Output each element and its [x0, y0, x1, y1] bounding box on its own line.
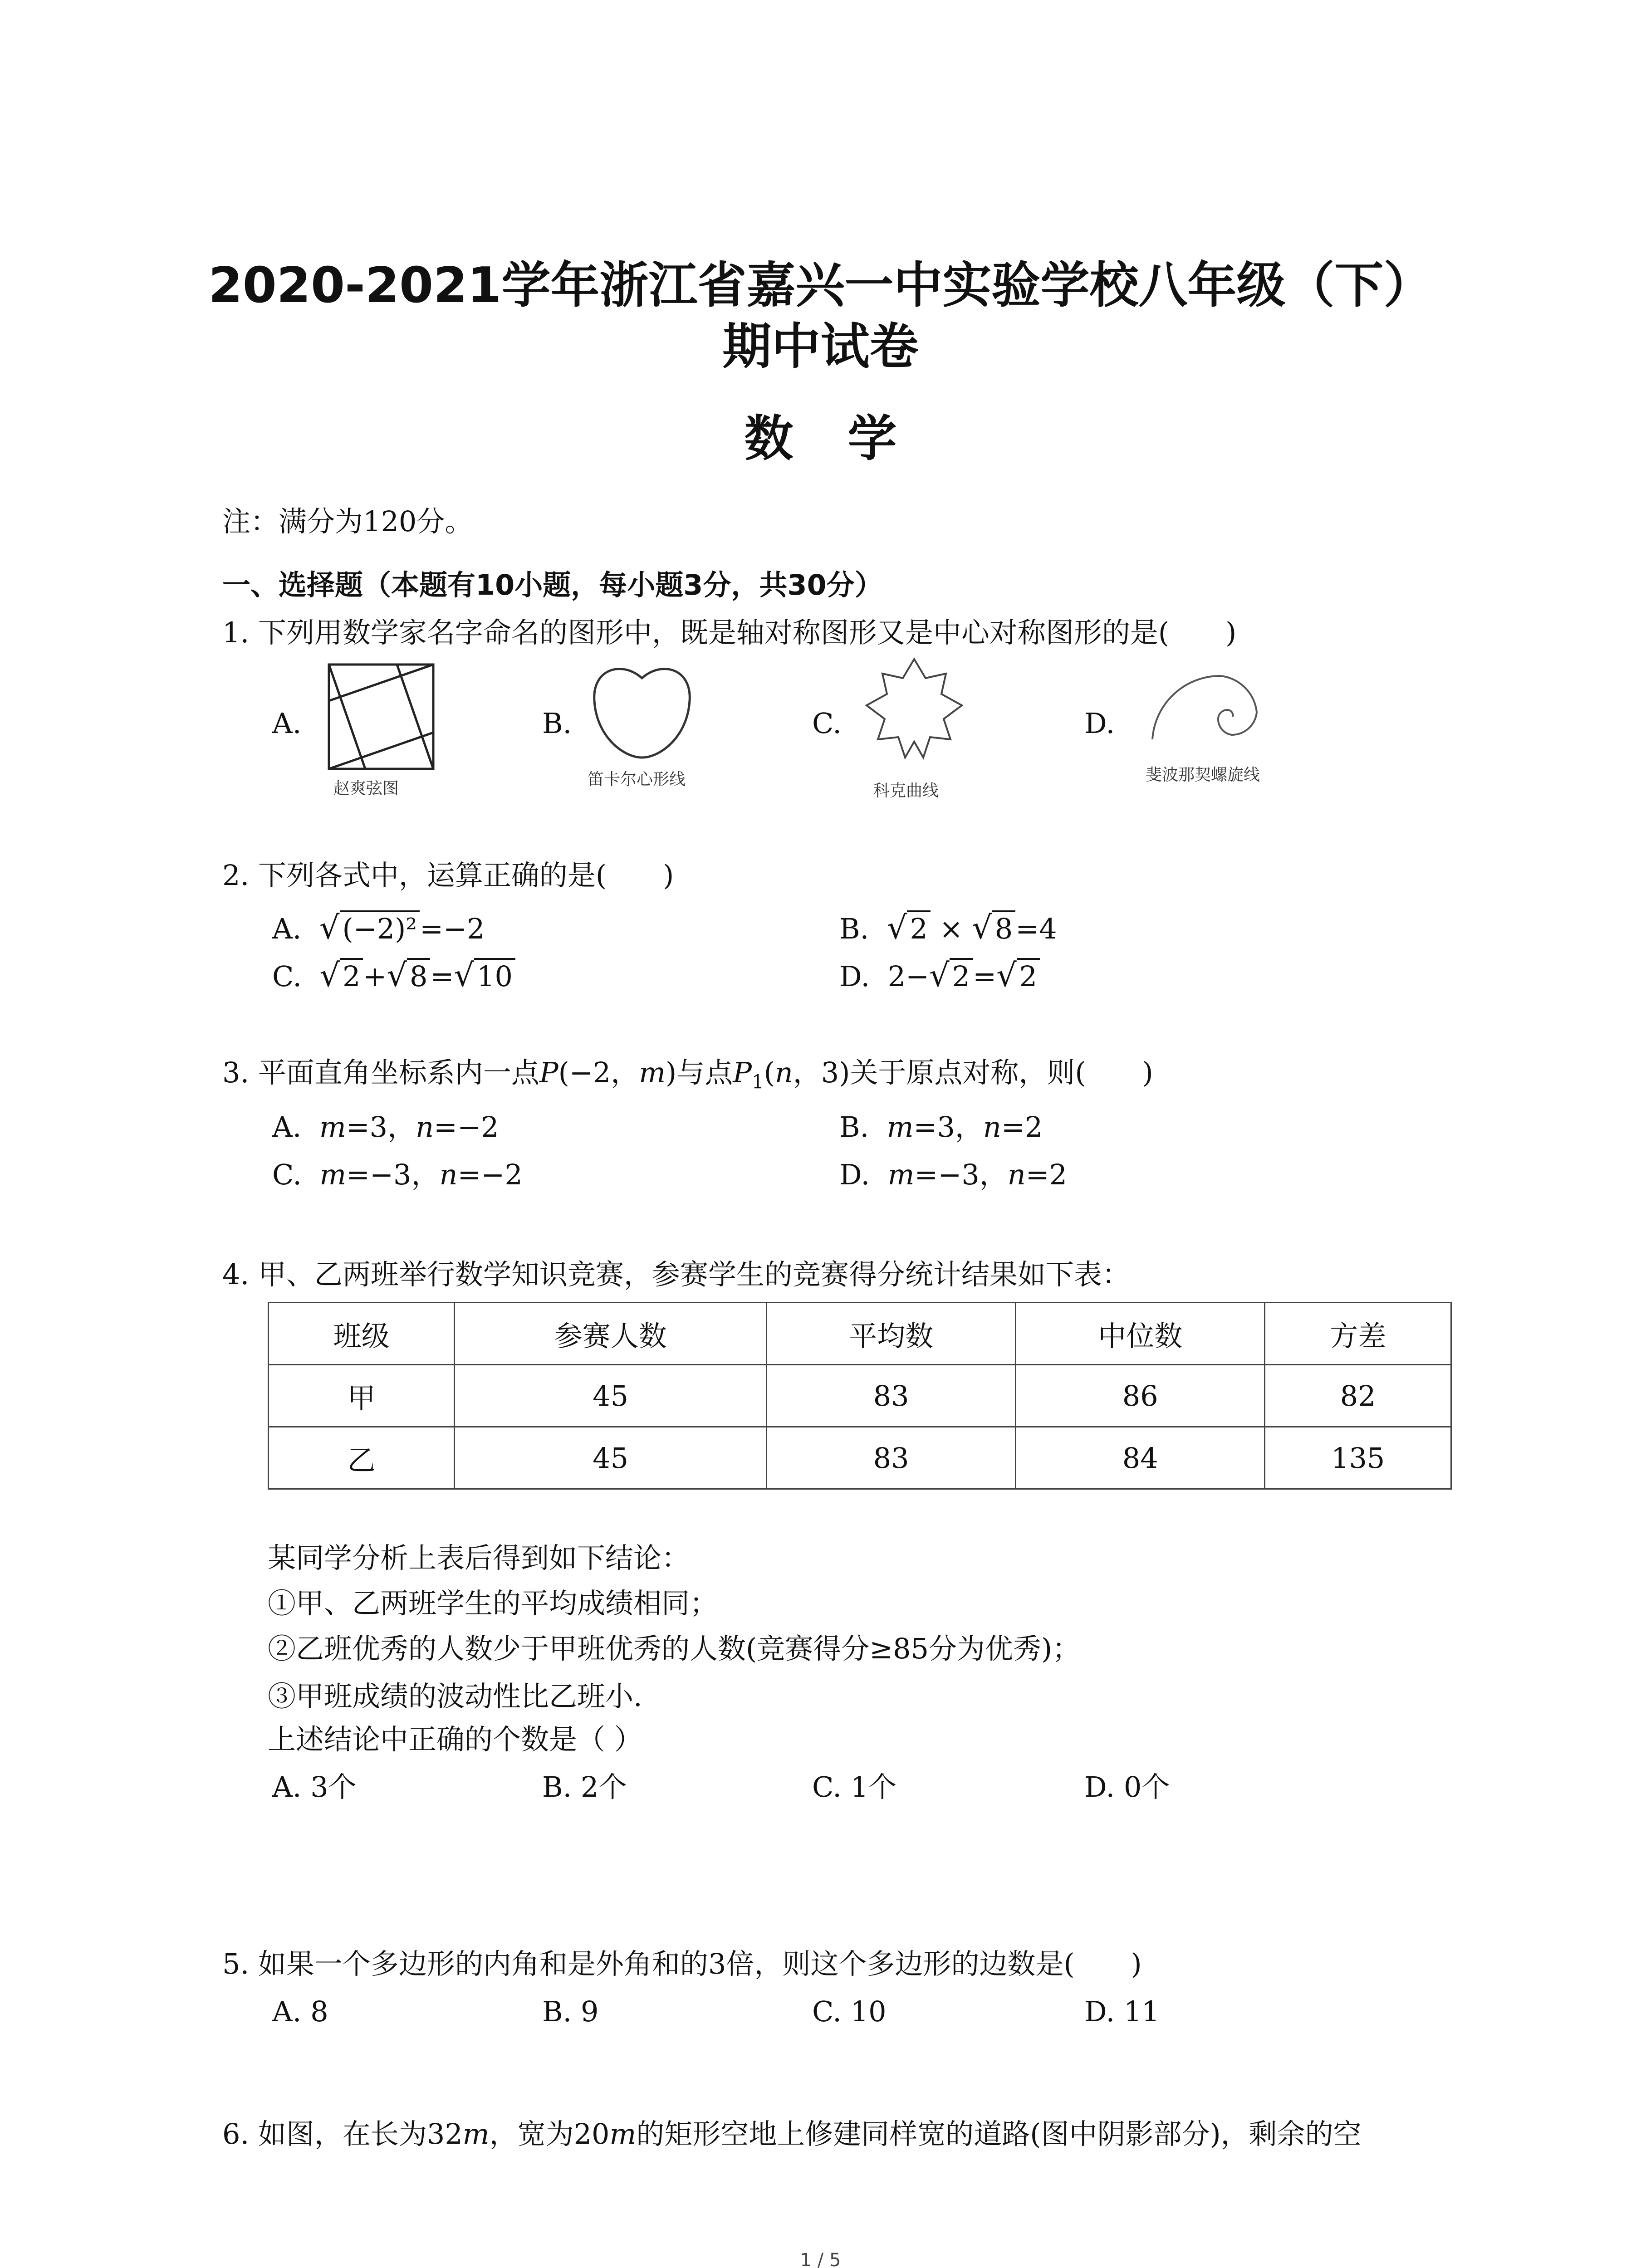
q5-option-a [272, 1994, 328, 2030]
var-m: m [319, 1110, 346, 1144]
q1-option-d-label: D. [1084, 707, 1115, 740]
question-stem: ，宽为20 [489, 2117, 610, 2151]
q1-option-b-caption: 笛卡尔心形线 [588, 770, 686, 789]
radicand: 2 [907, 910, 930, 945]
fibonacci-spiral-image [1143, 667, 1261, 748]
q4-option-c [812, 1769, 896, 1805]
option-label: A. [272, 1770, 302, 1804]
radicand: 2 [340, 958, 363, 993]
page-number: 1 / 5 [800, 2250, 841, 2268]
option-rhs: =4 [1015, 912, 1057, 945]
question-number: 3. [222, 1056, 250, 1089]
table-header: 参赛人数 [455, 1303, 767, 1365]
zhaoshuang-diagram-image [324, 660, 438, 773]
sqrt-icon: √ [319, 957, 340, 994]
var-n: n [416, 1110, 434, 1144]
question-stem: 下列各式中，运算正确的是( ) [258, 859, 674, 892]
sqrt-icon: √ [887, 909, 907, 946]
score-note: 注：满分为120分。 [222, 505, 473, 538]
equals-sign: = [430, 960, 454, 993]
question-stem: 的矩形空地上修建同样宽的道路(图中阴影部分)，剩余的空 [636, 2117, 1362, 2151]
table-cell: 135 [1265, 1427, 1451, 1489]
option-label: B. [542, 1995, 572, 2028]
option-label: C. [812, 1995, 842, 2028]
question-number: 4. [222, 1258, 250, 1291]
radicand: (−2)² [340, 910, 420, 945]
option-rhs: =−2 [420, 912, 485, 945]
sqrt-icon: √ [929, 957, 950, 994]
unit-m: m [609, 2117, 637, 2151]
option-label: D. [839, 1158, 870, 1191]
var-m: m [887, 1158, 915, 1191]
q3-option-b [839, 1109, 1043, 1145]
option-label: A. [272, 1110, 302, 1144]
option-value: =3， [913, 1110, 983, 1144]
option-value: =−3， [914, 1158, 1008, 1191]
option-label: C. [272, 960, 302, 993]
exam-title-line1: 2020-2021学年浙江省嘉兴一中实验学校八年级（下） [208, 257, 1433, 314]
var-n: n [774, 1056, 793, 1089]
option-label: A. [272, 912, 302, 945]
option-label: B. [839, 1110, 869, 1144]
question-4 [222, 1256, 1130, 1293]
times-sign: × [939, 912, 963, 945]
q2-option-c [272, 957, 515, 995]
question-1 [222, 615, 1236, 651]
q3-option-c [272, 1157, 523, 1193]
q1-option-c-label: C. [812, 707, 842, 740]
question-number: 6. [222, 2117, 250, 2151]
question-number: 1. [222, 616, 250, 649]
q4-option-b [542, 1769, 627, 1805]
question-3 [222, 1055, 1153, 1100]
radicand: 2 [1017, 958, 1040, 993]
table-cell: 86 [1016, 1365, 1265, 1427]
option-label: A. [272, 1995, 302, 2028]
sqrt-icon: √ [319, 909, 340, 946]
analysis-question: 上述结论中正确的个数是（ ） [268, 1723, 642, 1756]
plus-sign: + [363, 960, 387, 993]
var-m: m [639, 1056, 666, 1089]
q2-option-d [839, 957, 1040, 995]
var-n: n [439, 1158, 458, 1191]
question-stem: ，3)关于原点对称，则( ) [793, 1056, 1153, 1089]
analysis-intro: 某同学分析上表后得到如下结论： [268, 1541, 690, 1574]
table-cell: 45 [455, 1427, 767, 1489]
subject-title: 数学 [744, 411, 951, 467]
question-2 [222, 857, 674, 894]
table-header: 方差 [1265, 1303, 1451, 1365]
table-cell: 83 [767, 1427, 1016, 1489]
unit-m: m [462, 2117, 490, 2151]
q5-option-c [812, 1994, 887, 2030]
q1-option-b-label: B. [542, 707, 572, 740]
conclusion-1: ①甲、乙两班学生的平均成绩相同； [268, 1587, 718, 1620]
option-label: C. [812, 1770, 842, 1804]
q4-option-a [272, 1769, 357, 1805]
radicand: 10 [474, 958, 515, 993]
option-value: =2 [1025, 1158, 1068, 1191]
option-label: D. [1084, 1995, 1115, 2028]
question-number: 2. [222, 859, 250, 892]
option-value: =−3， [346, 1158, 440, 1191]
option-text: 8 [310, 1995, 328, 2028]
question-6 [222, 2116, 1362, 2152]
var-n: n [983, 1110, 1001, 1144]
q5-option-b [542, 1994, 598, 2030]
equals-sign: = [973, 960, 997, 993]
radicand: 2 [950, 958, 973, 993]
radicand: 8 [407, 958, 430, 993]
q1-option-a-caption: 赵爽弦图 [333, 779, 399, 798]
table-row [269, 1427, 1451, 1489]
option-text: 1个 [850, 1770, 897, 1804]
option-lhs: 2− [887, 960, 930, 993]
var-m: m [887, 1110, 914, 1144]
question-stem: 甲、乙两班举行数学知识竞赛，参赛学生的竞赛得分统计结果如下表： [258, 1258, 1130, 1291]
q3-option-d [839, 1157, 1067, 1193]
table-cell: 84 [1016, 1427, 1265, 1489]
option-label: D. [839, 960, 870, 993]
sqrt-icon: √ [454, 957, 474, 994]
conclusion-2: ②乙班优秀的人数少于甲班优秀的人数(竞赛得分≥85分为优秀)； [268, 1632, 1081, 1665]
table-header: 中位数 [1016, 1303, 1265, 1365]
question-stem: 如果一个多边形的内角和是外角和的3倍，则这个多边形的边数是( ) [258, 1947, 1142, 1980]
table-cell: 45 [455, 1365, 767, 1427]
option-text: 9 [581, 1995, 599, 2028]
var-m: m [319, 1158, 347, 1191]
cardioid-image [590, 660, 694, 769]
question-number: 5. [222, 1947, 250, 1980]
question-stem: 如图，在长为32 [258, 2117, 463, 2151]
table-cell: 甲 [269, 1365, 455, 1427]
option-text: 0个 [1123, 1770, 1170, 1804]
section-heading: 一、选择题（本题有10小题，每小题3分，共30分） [222, 568, 883, 601]
option-value: =3， [346, 1110, 416, 1144]
q4-option-d [1084, 1769, 1170, 1805]
option-label: B. [542, 1770, 572, 1804]
option-value: =−2 [457, 1158, 523, 1191]
subscript: 1 [751, 1070, 764, 1093]
exam-title-line2: 期中试卷 [722, 318, 919, 375]
q1-option-a-label: A. [272, 707, 302, 740]
point-p1: P [733, 1056, 752, 1089]
question-5 [222, 1946, 1142, 1982]
table-cell: 乙 [269, 1427, 455, 1489]
question-stem: 下列用数学家名字命名的图形中，既是轴对称图形又是中心对称图形的是( ) [258, 616, 1237, 649]
question-stem: 平面直角坐标系内一点 [258, 1056, 539, 1089]
option-text: 2个 [581, 1770, 627, 1804]
var-n: n [1007, 1158, 1026, 1191]
q1-option-c-caption: 科克曲线 [873, 782, 939, 800]
table-cell: 83 [767, 1365, 1016, 1427]
sqrt-icon: √ [996, 957, 1017, 994]
option-text: 11 [1123, 1995, 1160, 2028]
question-stem: ( [764, 1056, 775, 1089]
table-header: 平均数 [767, 1303, 1016, 1365]
option-label: B. [839, 912, 869, 945]
radicand: 8 [992, 910, 1015, 945]
q3-option-a [272, 1109, 499, 1145]
point-p: P [539, 1056, 558, 1089]
option-label: C. [272, 1158, 302, 1191]
q2-option-a [272, 909, 485, 947]
question-stem: (−2， [558, 1056, 639, 1089]
q5-option-d [1084, 1994, 1160, 2030]
option-value: =2 [1001, 1110, 1043, 1144]
table-header: 班级 [269, 1303, 455, 1365]
option-text: 10 [850, 1995, 887, 2028]
table-row [269, 1365, 1451, 1427]
sqrt-icon: √ [387, 957, 407, 994]
question-stem: )与点 [666, 1056, 733, 1089]
stats-table [268, 1302, 1452, 1490]
table-header-row [269, 1303, 1451, 1365]
conclusion-3: ③甲班成绩的波动性比乙班小. [268, 1680, 642, 1713]
table-cell: 82 [1265, 1365, 1451, 1427]
option-label: D. [1084, 1770, 1115, 1804]
sqrt-icon: √ [972, 909, 992, 946]
option-value: =−2 [434, 1110, 499, 1144]
koch-curve-image [860, 655, 969, 773]
option-text: 3个 [310, 1770, 357, 1804]
q2-option-b [839, 909, 1057, 947]
q1-option-d-caption: 斐波那契螺旋线 [1146, 766, 1260, 784]
